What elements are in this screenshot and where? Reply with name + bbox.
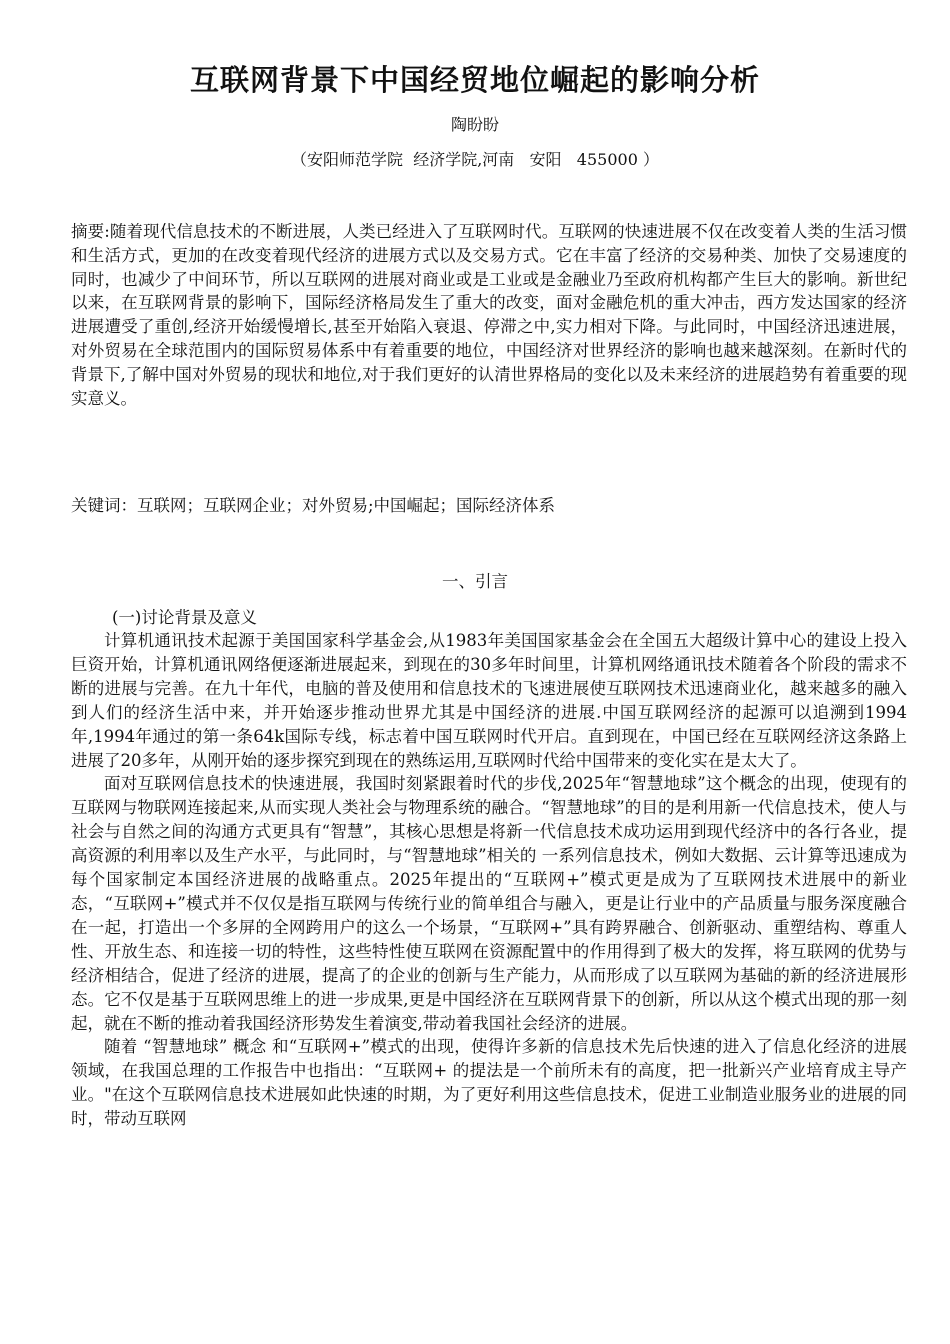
body-paragraph: 计算机通讯技术起源于美国国家科学基金会,从1983年美国国家基金会在全国五大超级计算中心的建设上投入巨资开始，计算机通讯网络便逐渐进展起来，到现在的30多年时间里，计算机网络通讯技术随着各个阶段的需求不断的进展与完善。在九十年代，电脑的普及使用和信息技术的飞速进展使互联网技术迅速商业化，越来越多的融入到人们的经济生活中来，并开始逐步推动世界尤其是中国经济的进展.中国互联网经济的起源可以追溯到1994年,1994年通过的第一条64k国际专线，标志着中国互联网时代开启。直到现在，中国已经在互联网经济这条路上进展了20多年，从刚开始的逐步探究到现在的熟练运用,互联网时代给中国带来的变化实在是太大了。 xyxy=(71,631,907,770)
abstract-paragraph: 摘要:随着现代信息技术的不断进展，人类已经进入了互联网时代。互联网的快速进展不仅在改变着人类的生活习惯和生活方式，更加的在改变着现代经济的进展方式以及交易方式。它在丰富了经济的交易种类、加快了交易速度的同时，也减少了中间环节，所以互联网的进展对商业或是工业或是金融业乃至政府机构都产生巨大的影响。新世纪以来，在互联网背景的影响下，国际经济格局发生了重大的改变，面对金融危机的重大冲击，西方发达国家的经济进展遭受了重创,经济开始缓慢增长,甚至开始陷入衰退、停滞之中,实力相对下降。与此同时，中国经济迅速进展，对外贸易在全球范围内的国际贸易体系中有着重要的地位，中国经济对世界经济的影响也越来越深刻。在新时代的背景下,了解中国对外贸易的现状和地位,对于我们更好的认清世界格局的变化以及未来经济的进展趋势有着重要的现实意义。 xyxy=(71,222,907,408)
body-paragraph: 面对互联网信息技术的快速进展，我国时刻紧跟着时代的步伐,2025年“智慧地球”这个概念的出现，使现有的互联网与物联网连接起来,从而实现人类社会与物理系统的融合。“智慧地球”的目的是利用新一代信息技术，使人与社会与自然之间的沟通方式更具有“智慧”，其核心思想是将新一代信息技术成功运用到现代经济中的各行各业，提高资源的利用率以及生产水平，与此同时，与“智慧地球”相关的 一系列信息技术，例如大数据、云计算等迅速成为每个国家制定本国经济进展的战略重点。2025年提出的“互联网+”模式更是成为了互联网技术进展中的新业态，“互联网+”模式并不仅仅是指互联网与传统行业的简单组合与融入，更是让行业中的产品质量与服务深度融合在一起，打造出一个多屏的全网跨用户的这么一个场景，“互联网+”具有跨界融合、创新驱动、重塑结构、尊重人性、开放生态、和连接一切的特性，这些特性使互联网在资源配置中的作用得到了极大的发挥，将互联网的优势与经济相结合，促进了经济的进展，提高了的企业的创新与生产能力，从而形成了以互联网为基础的新的经济进展形态。它不仅是基于互联网思维上的进一步成果,更是中国经济在互联网背景下的创新，所以从这个模式出现的那一刻起，就在不断的推动着我国经济形势发生着演变,带动着我国社会经济的进展。 xyxy=(71,774,907,1033)
keywords-line: 关键词：互联网；互联网企业；对外贸易;中国崛起；国际经济体系 xyxy=(71,496,556,515)
body-paragraph: 随着 “智慧地球” 概念 和“互联网+”模式的出现，使得许多新的信息技术先后快速的进入了信息化经济的进展领域，在我国总理的工作报告中也指出：“互联网+ 的提法是一个前所未有的高度，把一批新兴产业培育成主导产业。"在这个互联网信息技术进展如此快速的时期，为了更好利用这些信息技术，促进工业制造业服务业的进展的同时，带动互联网 xyxy=(71,1037,907,1129)
subsection-heading: (一)讨论背景及意义 xyxy=(112,608,257,627)
paper-author: 陶盼盼 xyxy=(450,115,499,134)
body-text xyxy=(71,629,907,1131)
author-affiliation: （安阳师范学院 经济学院,河南 安阳 455000 ） xyxy=(291,150,659,169)
section-heading: 一、引言 xyxy=(442,572,508,591)
paper-title: 互联网背景下中国经贸地位崛起的影响分析 xyxy=(189,63,760,97)
